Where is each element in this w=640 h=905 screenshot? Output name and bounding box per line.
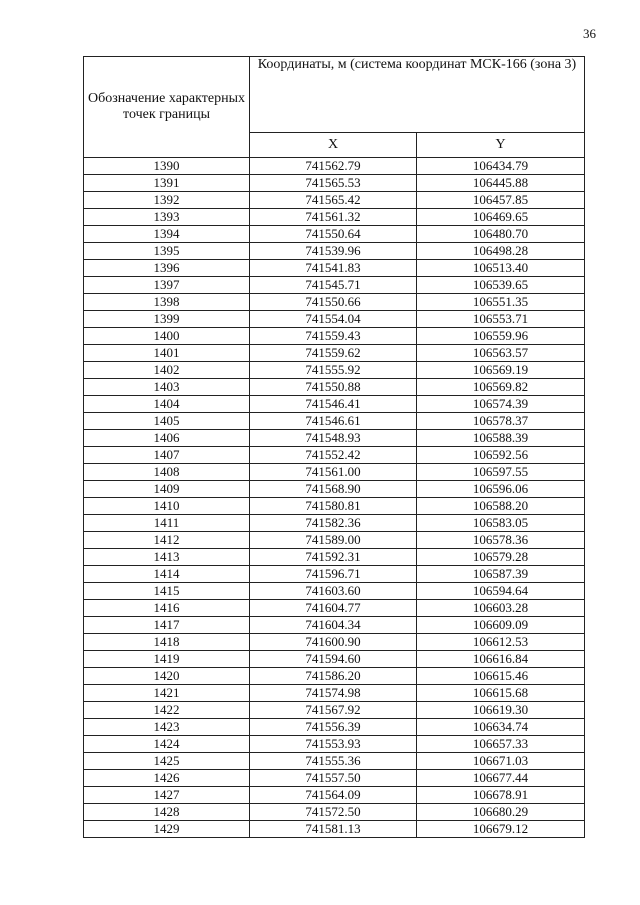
- table-row: [84, 294, 585, 311]
- point-id-cell: 1409: [84, 481, 250, 498]
- y-coordinate-cell: 106588.20: [417, 498, 585, 515]
- x-coordinate-cell: 741553.93: [250, 736, 417, 753]
- point-id-cell: 1399: [84, 311, 250, 328]
- y-coordinate-cell: 106457.85: [417, 192, 585, 209]
- y-coordinate-cell: 106615.68: [417, 685, 585, 702]
- table-row: [84, 549, 585, 566]
- table-row: [84, 413, 585, 430]
- x-coordinate-cell: 741574.98: [250, 685, 417, 702]
- y-coordinate-cell: 106594.64: [417, 583, 585, 600]
- table-row: [84, 583, 585, 600]
- table-row: [84, 226, 585, 243]
- table-row: [84, 702, 585, 719]
- point-id-cell: 1404: [84, 396, 250, 413]
- y-coordinate-cell: 106671.03: [417, 753, 585, 770]
- x-coordinate-cell: 741562.79: [250, 158, 417, 175]
- page-number: 36: [583, 26, 596, 41]
- table-row: [84, 328, 585, 345]
- table-row: [84, 770, 585, 787]
- point-id-cell: 1419: [84, 651, 250, 668]
- x-coordinate-cell: 741567.92: [250, 702, 417, 719]
- y-coordinate-cell: 106583.05: [417, 515, 585, 532]
- point-id-cell: 1425: [84, 753, 250, 770]
- point-id-cell: 1402: [84, 362, 250, 379]
- y-coordinate-cell: 106680.29: [417, 804, 585, 821]
- x-coordinate-cell: 741596.71: [250, 566, 417, 583]
- point-id-cell: 1406: [84, 430, 250, 447]
- x-coordinate-cell: 741586.20: [250, 668, 417, 685]
- point-id-cell: 1418: [84, 634, 250, 651]
- point-id-cell: 1414: [84, 566, 250, 583]
- table-row: [84, 532, 585, 549]
- table-row: [84, 515, 585, 532]
- point-id-cell: 1426: [84, 770, 250, 787]
- y-coordinate-cell: 106615.46: [417, 668, 585, 685]
- x-coordinate-cell: 741568.90: [250, 481, 417, 498]
- point-id-cell: 1395: [84, 243, 250, 260]
- table-row: [84, 158, 585, 175]
- table-row: [84, 651, 585, 668]
- y-coordinate-cell: 106587.39: [417, 566, 585, 583]
- point-id-cell: 1396: [84, 260, 250, 277]
- x-coordinate-cell: 741559.62: [250, 345, 417, 362]
- table-row: [84, 736, 585, 753]
- point-id-cell: 1392: [84, 192, 250, 209]
- y-coordinate-cell: 106678.91: [417, 787, 585, 804]
- x-coordinate-cell: 741552.42: [250, 447, 417, 464]
- point-id-cell: 1400: [84, 328, 250, 345]
- x-coordinate-cell: 741550.64: [250, 226, 417, 243]
- header-point-label: Обозначение характерных точек границы: [84, 57, 250, 158]
- x-coordinate-cell: 741550.88: [250, 379, 417, 396]
- table-row: [84, 430, 585, 447]
- x-coordinate-cell: 741581.13: [250, 821, 417, 838]
- point-id-cell: 1420: [84, 668, 250, 685]
- point-id-cell: 1422: [84, 702, 250, 719]
- y-coordinate-cell: 106434.79: [417, 158, 585, 175]
- y-coordinate-cell: 106612.53: [417, 634, 585, 651]
- point-id-cell: 1415: [84, 583, 250, 600]
- table-row: [84, 617, 585, 634]
- point-id-cell: 1421: [84, 685, 250, 702]
- table-row: [84, 753, 585, 770]
- y-coordinate-cell: 106445.88: [417, 175, 585, 192]
- coordinates-table: [83, 56, 585, 838]
- x-coordinate-cell: 741594.60: [250, 651, 417, 668]
- point-id-cell: 1407: [84, 447, 250, 464]
- x-coordinate-cell: 741539.96: [250, 243, 417, 260]
- x-coordinate-cell: 741554.04: [250, 311, 417, 328]
- table-row: [84, 668, 585, 685]
- x-coordinate-cell: 741546.61: [250, 413, 417, 430]
- point-id-cell: 1394: [84, 226, 250, 243]
- x-coordinate-cell: 741600.90: [250, 634, 417, 651]
- point-id-cell: 1423: [84, 719, 250, 736]
- table-row: [84, 277, 585, 294]
- table-row: [84, 175, 585, 192]
- header-coords-label: Координаты, м (система координат МСК-166 (зона 3): [250, 57, 585, 133]
- point-id-cell: 1429: [84, 821, 250, 838]
- table-row: [84, 600, 585, 617]
- x-coordinate-cell: 741550.66: [250, 294, 417, 311]
- table-row: [84, 447, 585, 464]
- point-id-cell: 1393: [84, 209, 250, 226]
- x-coordinate-cell: 741555.92: [250, 362, 417, 379]
- y-coordinate-cell: 106634.74: [417, 719, 585, 736]
- x-coordinate-cell: 741565.42: [250, 192, 417, 209]
- table-row: [84, 311, 585, 328]
- x-coordinate-cell: 741546.41: [250, 396, 417, 413]
- x-coordinate-cell: 741580.81: [250, 498, 417, 515]
- x-coordinate-cell: 741556.39: [250, 719, 417, 736]
- point-id-cell: 1412: [84, 532, 250, 549]
- y-coordinate-cell: 106609.09: [417, 617, 585, 634]
- point-id-cell: 1391: [84, 175, 250, 192]
- y-coordinate-cell: 106597.55: [417, 464, 585, 481]
- point-id-cell: 1428: [84, 804, 250, 821]
- y-coordinate-cell: 106677.44: [417, 770, 585, 787]
- point-id-cell: 1401: [84, 345, 250, 362]
- table-row: [84, 192, 585, 209]
- point-id-cell: 1405: [84, 413, 250, 430]
- y-coordinate-cell: 106578.37: [417, 413, 585, 430]
- y-coordinate-cell: 106553.71: [417, 311, 585, 328]
- y-coordinate-cell: 106569.19: [417, 362, 585, 379]
- header-x-label: X: [250, 132, 417, 157]
- y-coordinate-cell: 106513.40: [417, 260, 585, 277]
- y-coordinate-cell: 106469.65: [417, 209, 585, 226]
- x-coordinate-cell: 741592.31: [250, 549, 417, 566]
- table-row: [84, 804, 585, 821]
- point-id-cell: 1410: [84, 498, 250, 515]
- table-row: [84, 821, 585, 838]
- table-row: [84, 260, 585, 277]
- point-id-cell: 1398: [84, 294, 250, 311]
- y-coordinate-cell: 106588.39: [417, 430, 585, 447]
- x-coordinate-cell: 741604.77: [250, 600, 417, 617]
- x-coordinate-cell: 741564.09: [250, 787, 417, 804]
- x-coordinate-cell: 741545.71: [250, 277, 417, 294]
- y-coordinate-cell: 106563.57: [417, 345, 585, 362]
- table-row: [84, 396, 585, 413]
- table-row: [84, 243, 585, 260]
- y-coordinate-cell: 106559.96: [417, 328, 585, 345]
- table-row: [84, 464, 585, 481]
- point-id-cell: 1416: [84, 600, 250, 617]
- x-coordinate-cell: 741561.32: [250, 209, 417, 226]
- x-coordinate-cell: 741582.36: [250, 515, 417, 532]
- point-id-cell: 1408: [84, 464, 250, 481]
- y-coordinate-cell: 106603.28: [417, 600, 585, 617]
- header-y-label: Y: [417, 132, 585, 157]
- y-coordinate-cell: 106539.65: [417, 277, 585, 294]
- y-coordinate-cell: 106574.39: [417, 396, 585, 413]
- y-coordinate-cell: 106679.12: [417, 821, 585, 838]
- table-row: [84, 345, 585, 362]
- x-coordinate-cell: 741572.50: [250, 804, 417, 821]
- y-coordinate-cell: 106551.35: [417, 294, 585, 311]
- table-row: [84, 209, 585, 226]
- x-coordinate-cell: 741589.00: [250, 532, 417, 549]
- table-row: [84, 685, 585, 702]
- x-coordinate-cell: 741555.36: [250, 753, 417, 770]
- y-coordinate-cell: 106592.56: [417, 447, 585, 464]
- point-id-cell: 1427: [84, 787, 250, 804]
- x-coordinate-cell: 741603.60: [250, 583, 417, 600]
- table-row: [84, 634, 585, 651]
- table-header: [84, 57, 585, 158]
- y-coordinate-cell: 106619.30: [417, 702, 585, 719]
- point-id-cell: 1397: [84, 277, 250, 294]
- table-row: [84, 481, 585, 498]
- x-coordinate-cell: 741559.43: [250, 328, 417, 345]
- table-row: [84, 719, 585, 736]
- y-coordinate-cell: 106480.70: [417, 226, 585, 243]
- x-coordinate-cell: 741557.50: [250, 770, 417, 787]
- x-coordinate-cell: 741541.83: [250, 260, 417, 277]
- y-coordinate-cell: 106578.36: [417, 532, 585, 549]
- y-coordinate-cell: 106657.33: [417, 736, 585, 753]
- point-id-cell: 1424: [84, 736, 250, 753]
- x-coordinate-cell: 741548.93: [250, 430, 417, 447]
- table-body: [84, 158, 585, 838]
- point-id-cell: 1403: [84, 379, 250, 396]
- y-coordinate-cell: 106569.82: [417, 379, 585, 396]
- table-row: [84, 379, 585, 396]
- y-coordinate-cell: 106498.28: [417, 243, 585, 260]
- table-row: [84, 362, 585, 379]
- y-coordinate-cell: 106596.06: [417, 481, 585, 498]
- x-coordinate-cell: 741561.00: [250, 464, 417, 481]
- y-coordinate-cell: 106579.28: [417, 549, 585, 566]
- point-id-cell: 1390: [84, 158, 250, 175]
- table-row: [84, 787, 585, 804]
- y-coordinate-cell: 106616.84: [417, 651, 585, 668]
- table-row: [84, 498, 585, 515]
- point-id-cell: 1417: [84, 617, 250, 634]
- table-row: [84, 566, 585, 583]
- point-id-cell: 1413: [84, 549, 250, 566]
- x-coordinate-cell: 741604.34: [250, 617, 417, 634]
- x-coordinate-cell: 741565.53: [250, 175, 417, 192]
- point-id-cell: 1411: [84, 515, 250, 532]
